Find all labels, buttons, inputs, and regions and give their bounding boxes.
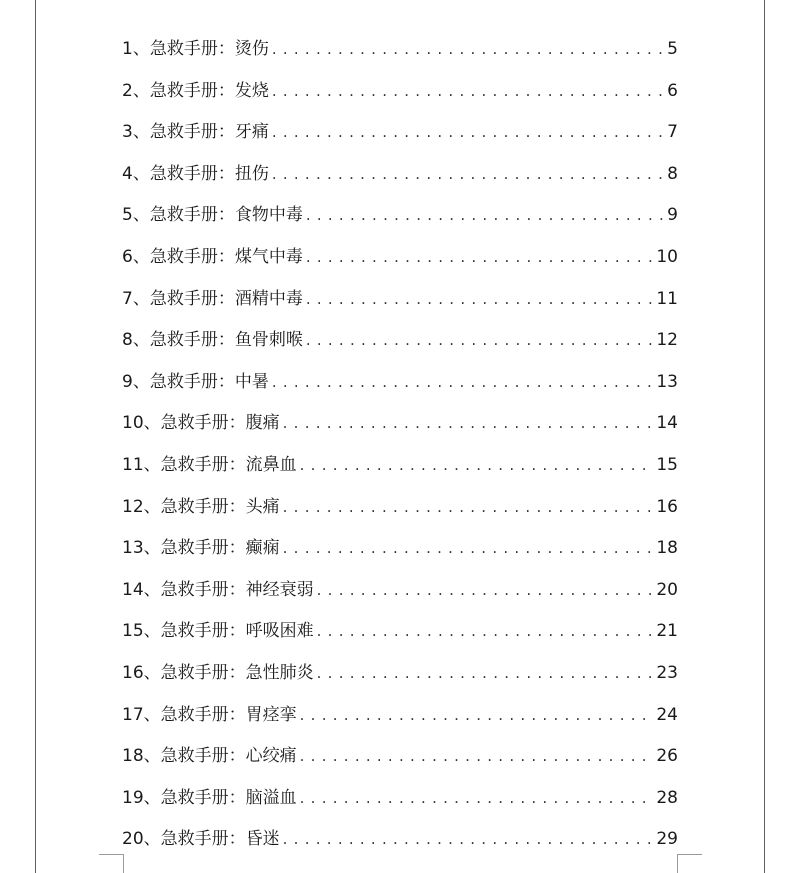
toc-entry-label: 8、急救手册：鱼骨刺喉 [122, 330, 303, 351]
page-corner-mark-right [677, 854, 702, 873]
toc-dot-leader [283, 487, 653, 529]
toc-dot-leader [300, 695, 653, 737]
toc-page-number: 28 [656, 787, 678, 808]
toc-entry-label: 19、急救手册：脑溢血 [122, 787, 297, 808]
toc-entry-label: 17、急救手册：胃痉挛 [122, 704, 297, 725]
toc-page-number: 7 [667, 122, 678, 143]
toc-entry-label: 5、急救手册：食物中毒 [122, 205, 303, 226]
toc-entry[interactable] [122, 695, 678, 737]
toc-entry[interactable] [122, 279, 678, 321]
page-right-edge [764, 0, 765, 873]
toc-entry[interactable] [122, 71, 678, 113]
toc-entry[interactable] [122, 528, 678, 570]
toc-entry[interactable] [122, 403, 678, 445]
toc-dot-leader [317, 653, 653, 695]
toc-entry[interactable] [122, 570, 678, 612]
toc-entry-label: 12、急救手册：头痛 [122, 496, 280, 517]
page-left-edge [35, 0, 36, 873]
toc-dot-leader [300, 778, 653, 820]
toc-entry[interactable] [122, 112, 678, 154]
toc-entry[interactable] [122, 362, 678, 404]
toc-dot-leader [306, 320, 653, 362]
toc-page-number: 11 [656, 288, 678, 309]
toc-page-number: 20 [656, 579, 678, 600]
toc-dot-leader [283, 403, 653, 445]
toc-dot-leader [306, 237, 653, 279]
toc-dot-leader [317, 570, 653, 612]
toc-page-number: 23 [656, 662, 678, 683]
toc-entry-label: 6、急救手册：煤气中毒 [122, 246, 303, 267]
toc-page-number: 18 [656, 538, 678, 559]
toc-entry-label: 7、急救手册：酒精中毒 [122, 288, 303, 309]
toc-entry[interactable] [122, 487, 678, 529]
toc-page-number: 12 [656, 330, 678, 351]
toc-page-number: 24 [656, 704, 678, 725]
toc-entry[interactable] [122, 29, 678, 71]
toc-entry-label: 11、急救手册：流鼻血 [122, 454, 297, 475]
toc-page-number: 9 [667, 205, 678, 226]
toc-dot-leader [272, 362, 653, 404]
toc-page-number: 8 [667, 163, 678, 184]
toc-entry-label: 16、急救手册：急性肺炎 [122, 662, 314, 683]
toc-entry-label: 18、急救手册：心绞痛 [122, 746, 297, 767]
toc-page-number: 26 [656, 746, 678, 767]
toc-page-number: 21 [656, 621, 678, 642]
toc-entry[interactable] [122, 736, 678, 778]
toc-page-number: 6 [667, 80, 678, 101]
toc-entry[interactable] [122, 154, 678, 196]
toc-dot-leader [272, 154, 663, 196]
toc-dot-leader [300, 736, 653, 778]
toc-page-number: 5 [667, 39, 678, 59]
toc-entry[interactable] [122, 445, 678, 487]
toc-dot-leader [272, 112, 663, 154]
toc-entry-label: 9、急救手册：中暑 [122, 371, 269, 392]
toc-entry[interactable] [122, 653, 678, 695]
toc-page-number: 13 [656, 371, 678, 392]
toc-dot-leader [283, 528, 653, 570]
toc-entry-label: 1、急救手册：烫伤 [122, 39, 269, 59]
toc-entry-label: 4、急救手册：扭伤 [122, 163, 269, 184]
toc-entry-label: 2、急救手册：发烧 [122, 80, 269, 101]
toc-entry[interactable] [122, 237, 678, 279]
toc-page-number: 10 [656, 246, 678, 267]
toc-dot-leader [272, 29, 663, 71]
toc-dot-leader [272, 71, 663, 113]
toc-entry-label: 14、急救手册：神经衰弱 [122, 579, 314, 600]
toc-page-number: 15 [656, 454, 678, 475]
toc-dot-leader [306, 195, 663, 237]
toc-page-number: 16 [656, 496, 678, 517]
toc-page-number: 29 [656, 829, 678, 850]
toc-entry[interactable] [122, 195, 678, 237]
page-corner-mark-left [99, 854, 124, 873]
toc-entry[interactable] [122, 320, 678, 362]
toc-entry[interactable] [122, 611, 678, 653]
toc-entry-label: 10、急救手册：腹痛 [122, 413, 280, 434]
toc-dot-leader [306, 279, 653, 321]
toc-entry-label: 13、急救手册：癫痫 [122, 538, 280, 559]
toc-page-number: 14 [656, 413, 678, 434]
table-of-contents [122, 29, 678, 861]
toc-dot-leader [300, 445, 653, 487]
toc-dot-leader [283, 819, 653, 861]
toc-entry-label: 20、急救手册：昏迷 [122, 829, 280, 850]
toc-entry[interactable] [122, 819, 678, 861]
toc-entry[interactable] [122, 778, 678, 820]
toc-entry-label: 15、急救手册：呼吸困难 [122, 621, 314, 642]
toc-entry-label: 3、急救手册：牙痛 [122, 122, 269, 143]
toc-dot-leader [317, 611, 653, 653]
